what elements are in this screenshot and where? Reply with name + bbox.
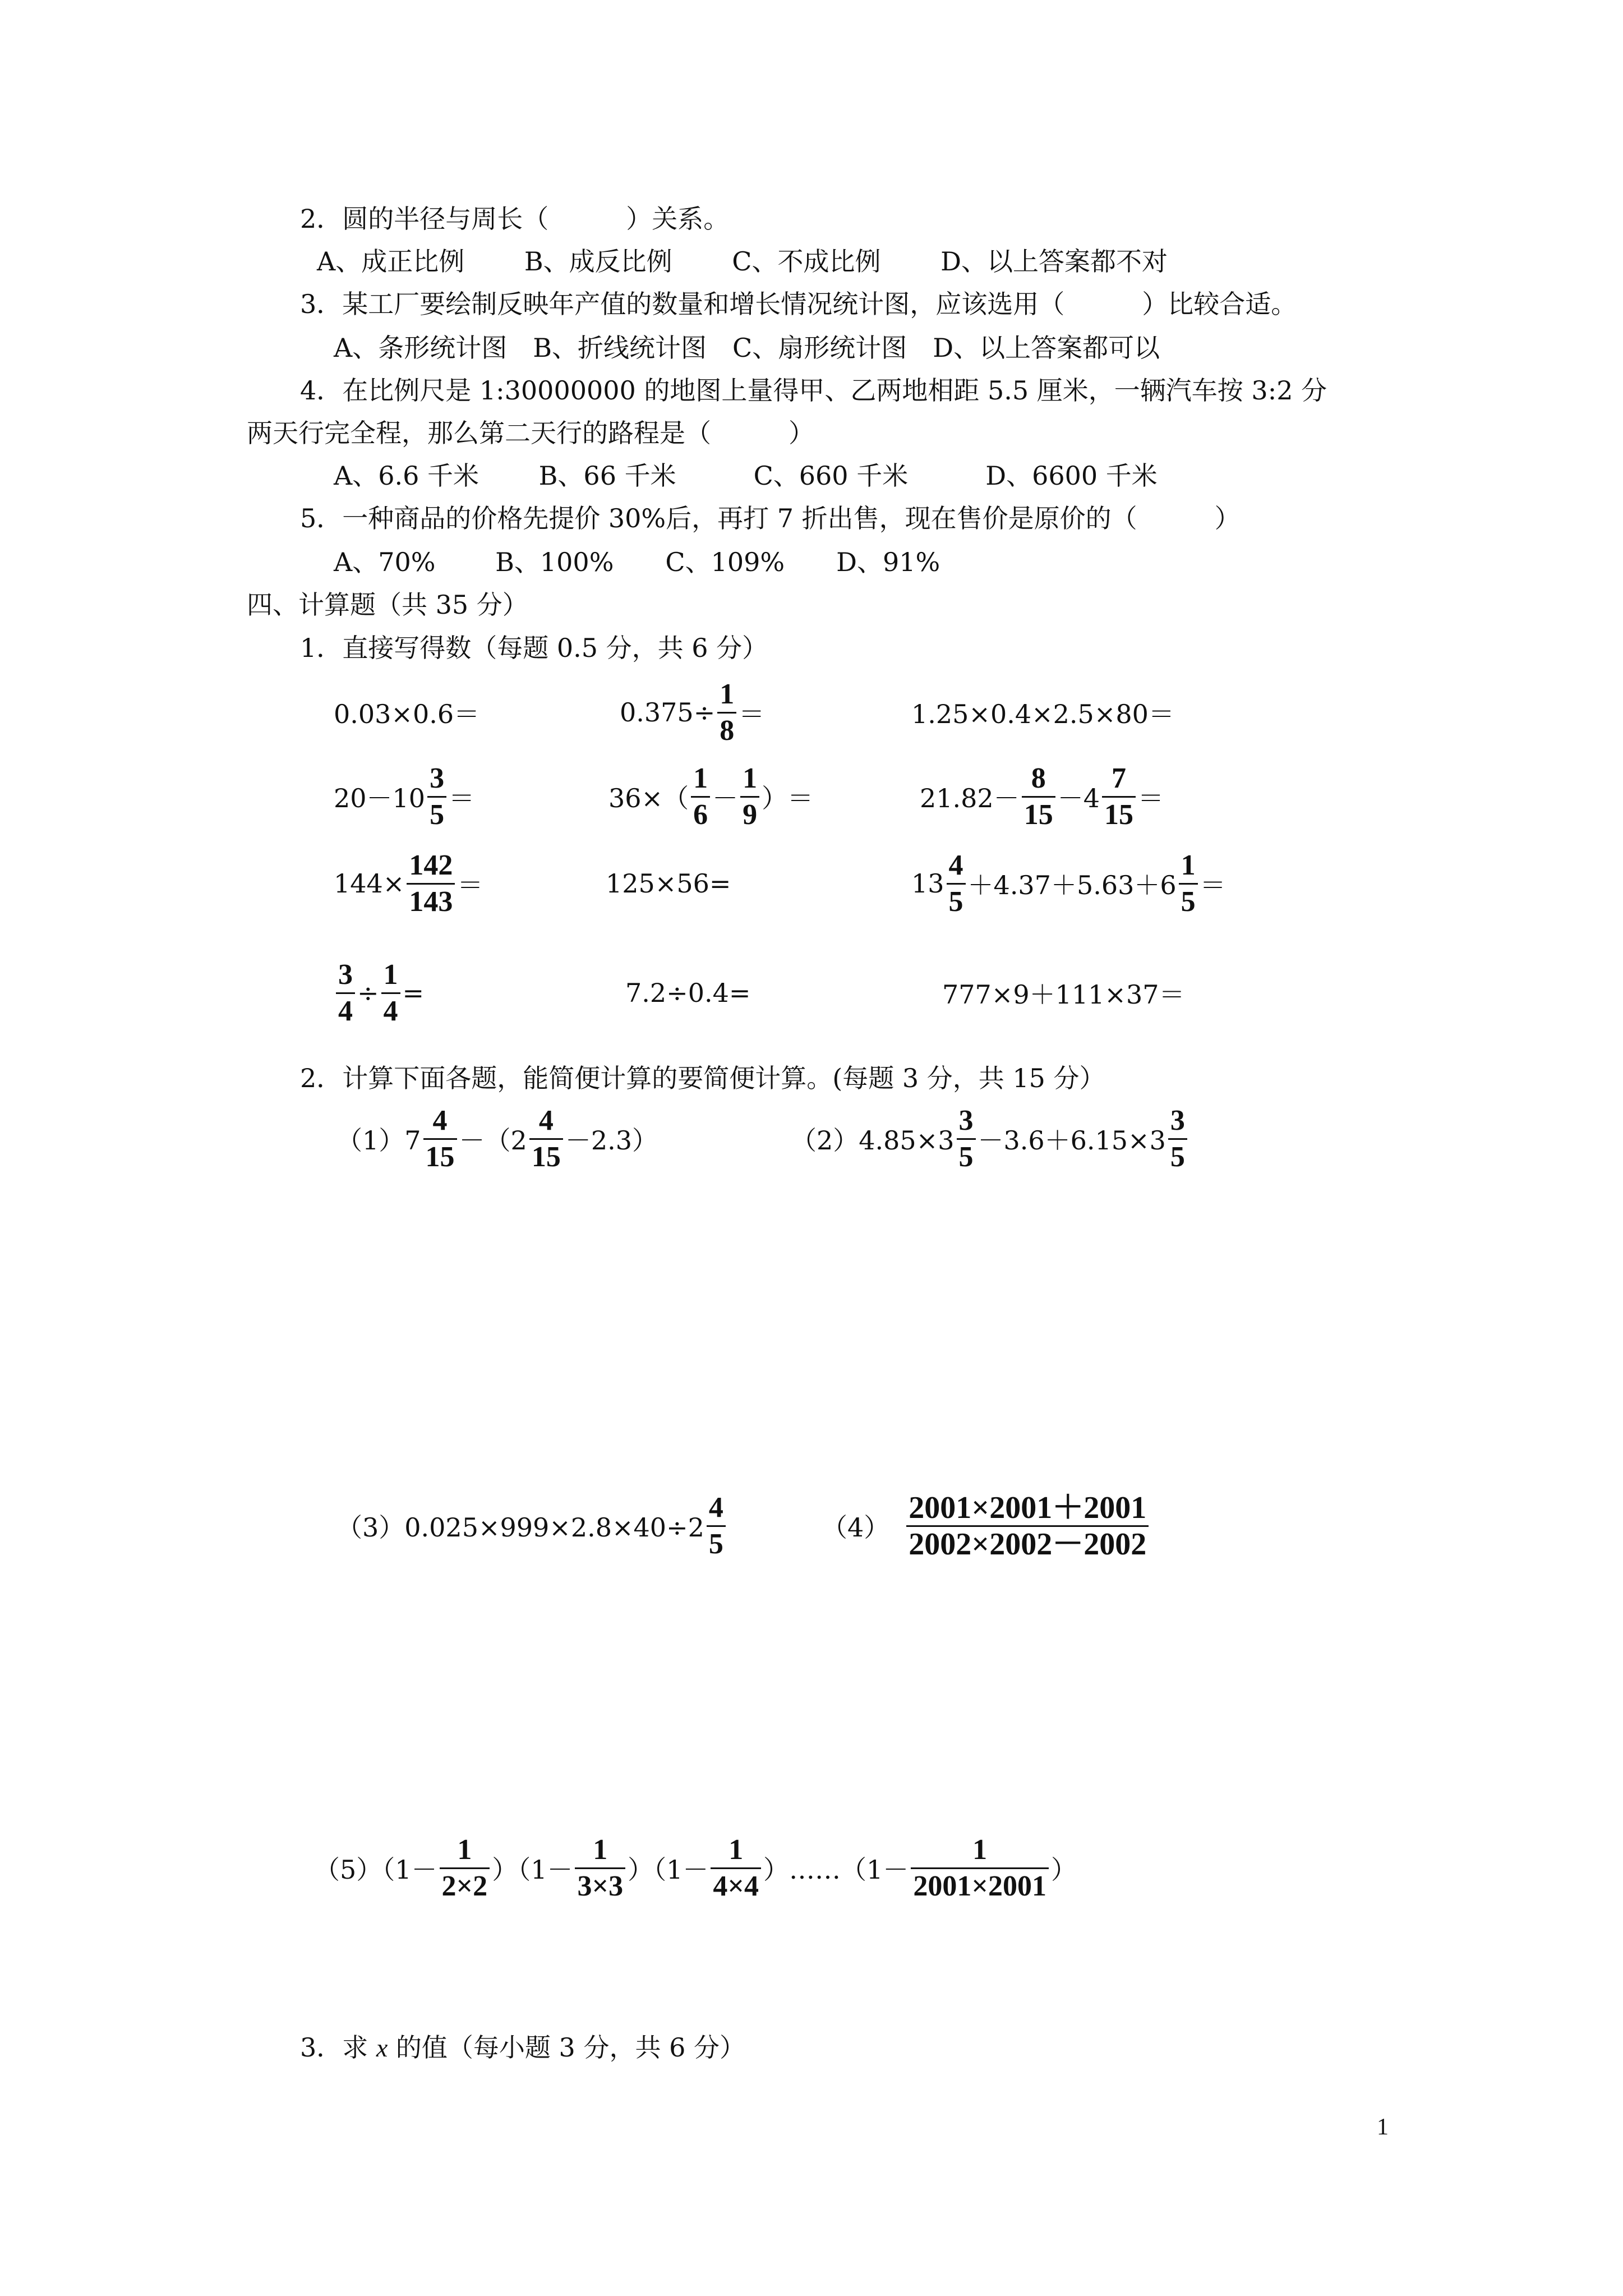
fraction: $\frac{3}{5}$ [957, 1103, 976, 1175]
p1-title: 1．直接写得数（每题 0.5 分，共 6 分） [300, 633, 768, 663]
q5-options: A、70% B、100% C、109% D、91% [334, 547, 940, 577]
p1-r1c1: 0.03×0.6＝ [334, 699, 480, 729]
p2-expr3: （3）0.025×999×2.8×40÷2 $\frac{4}{5}$ [336, 1481, 728, 1571]
fraction: $\frac{142}{143}$ [407, 848, 455, 919]
fraction: $\frac{1}{9}$ [740, 761, 759, 832]
fraction: $\frac{1}{8}$ [717, 677, 736, 748]
p1-r4c3: 777×9＋111×37＝ [942, 979, 1185, 1010]
fraction: $\frac{8}{15}$ [1022, 761, 1055, 832]
fraction: $\frac{4}{15}$ [529, 1103, 563, 1175]
q3-stem: 3．某工厂要绘制反映年产值的数量和增长情况统计图，应该选用（ ）比较合适。 [300, 289, 1297, 319]
q4-stem-line1: 4．在比例尺是 1:30000000 的地图上量得甲、乙两地相距 5.5 厘米，一辆汽车按 3:2 分 [300, 375, 1327, 406]
q4-options: A、6.6 千米 B、66 千米 C、660 千米 D、6600 千米 [334, 461, 1158, 491]
q3-options: A、条形统计图 B、折线统计图 C、扇形统计图 D、以上答案都可以 [334, 333, 1160, 363]
p1-r3c1: 144× $\frac{142}{143}$ ＝ [334, 839, 483, 928]
q2-options: A、成正比例 B、成反比例 C、不成比例 D、以上答案都不对 [317, 246, 1168, 277]
fraction: $\frac{1}{4}$ [381, 958, 400, 1029]
fraction: $\frac{4}{5}$ [707, 1490, 726, 1562]
fraction: $\frac{1}{4\times 4}$ [711, 1833, 761, 1904]
p1-r3c3: 13 $\frac{4}{5}$ ＋4.37＋5.63＋6 $\frac{1}{5}$ ＝ [911, 839, 1226, 928]
p2-title: 2．计算下面各题，能简便计算的要简便计算。(每题 3 分，共 15 分） [300, 1063, 1105, 1093]
q5-stem: 5．一种商品的价格先提价 30%后，再打 7 折出售，现在售价是原价的（ ） [300, 503, 1241, 533]
q2-stem: 2．圆的半径与周长（ ）关系。 [300, 204, 730, 234]
fraction: $\frac{3}{5}$ [1168, 1103, 1187, 1175]
q4-stem-line2: 两天行完全程，那么第二天行的路程是（ ） [247, 418, 814, 448]
p2-expr5: （5）（1－ $\frac{1}{2\times 2}$ ）（1－ $\frac{1}{3\times 3}$ ）（1－ $\frac{1}{4\times 4}$ ）……（1－ $\frac{1}{2001\times 2001}$ ） [314, 1823, 1077, 1913]
fraction: $\frac{3}{4}$ [336, 958, 355, 1029]
fraction: $\frac{3}{5}$ [427, 761, 446, 832]
variable-x: x [376, 2033, 388, 2062]
fraction: $\frac{1}{2\times 2}$ [440, 1833, 490, 1904]
fraction: $\frac{1}{6}$ [691, 761, 710, 832]
p1-r1c2: 0.375÷ $\frac{1}{8}$ ＝ [620, 668, 764, 757]
p1-r4c2: 7.2÷0.4= [625, 978, 751, 1008]
fraction: $\frac{4}{5}$ [947, 848, 966, 919]
p3-title: 3．求 x 的值（每小题 3 分，共 6 分） [300, 2032, 745, 2063]
p2-expr1: （1）7 $\frac{4}{15}$ －（2 $\frac{4}{15}$ －2.3） [336, 1094, 658, 1184]
fraction: $\frac{1}{2001\times 2001}$ [911, 1833, 1049, 1904]
fraction: $\frac{1}{3\times 3}$ [575, 1833, 625, 1904]
section4-title: 四、计算题（共 35 分） [247, 590, 528, 620]
p1-r1c3: 1.25×0.4×2.5×80＝ [911, 699, 1174, 729]
p1-r2c2: 36×（ $\frac{1}{6}$ － $\frac{1}{9}$ ）＝ [608, 752, 813, 841]
p2-expr4: （4） $\frac{2001\times 2001+2001}{2002\times 2002-2002}$ [822, 1481, 1151, 1571]
fraction: $\frac{2001\times 2001+2001}{2002\times 2002-2002}$ [906, 1490, 1149, 1562]
fraction: $\frac{4}{15}$ [423, 1103, 457, 1175]
p2-expr2: （2）4.85×3 $\frac{3}{5}$ －3.6＋6.15×3 $\frac{3}{5}$ [791, 1094, 1189, 1184]
p1-r3c2: 125×56= [606, 868, 731, 899]
fraction: $\frac{7}{15}$ [1102, 761, 1136, 832]
p1-r4c1: $\frac{3}{4}$ ÷ $\frac{1}{4}$ = [334, 948, 424, 1038]
fraction: $\frac{1}{5}$ [1179, 848, 1198, 919]
p1-r2c3: 21.82－ $\frac{8}{15}$ －4 $\frac{7}{15}$ ＝ [920, 752, 1164, 841]
p1-r2c1: 20－10 $\frac{3}{5}$ ＝ [334, 752, 474, 841]
page-number: 1 [1377, 2114, 1389, 2140]
